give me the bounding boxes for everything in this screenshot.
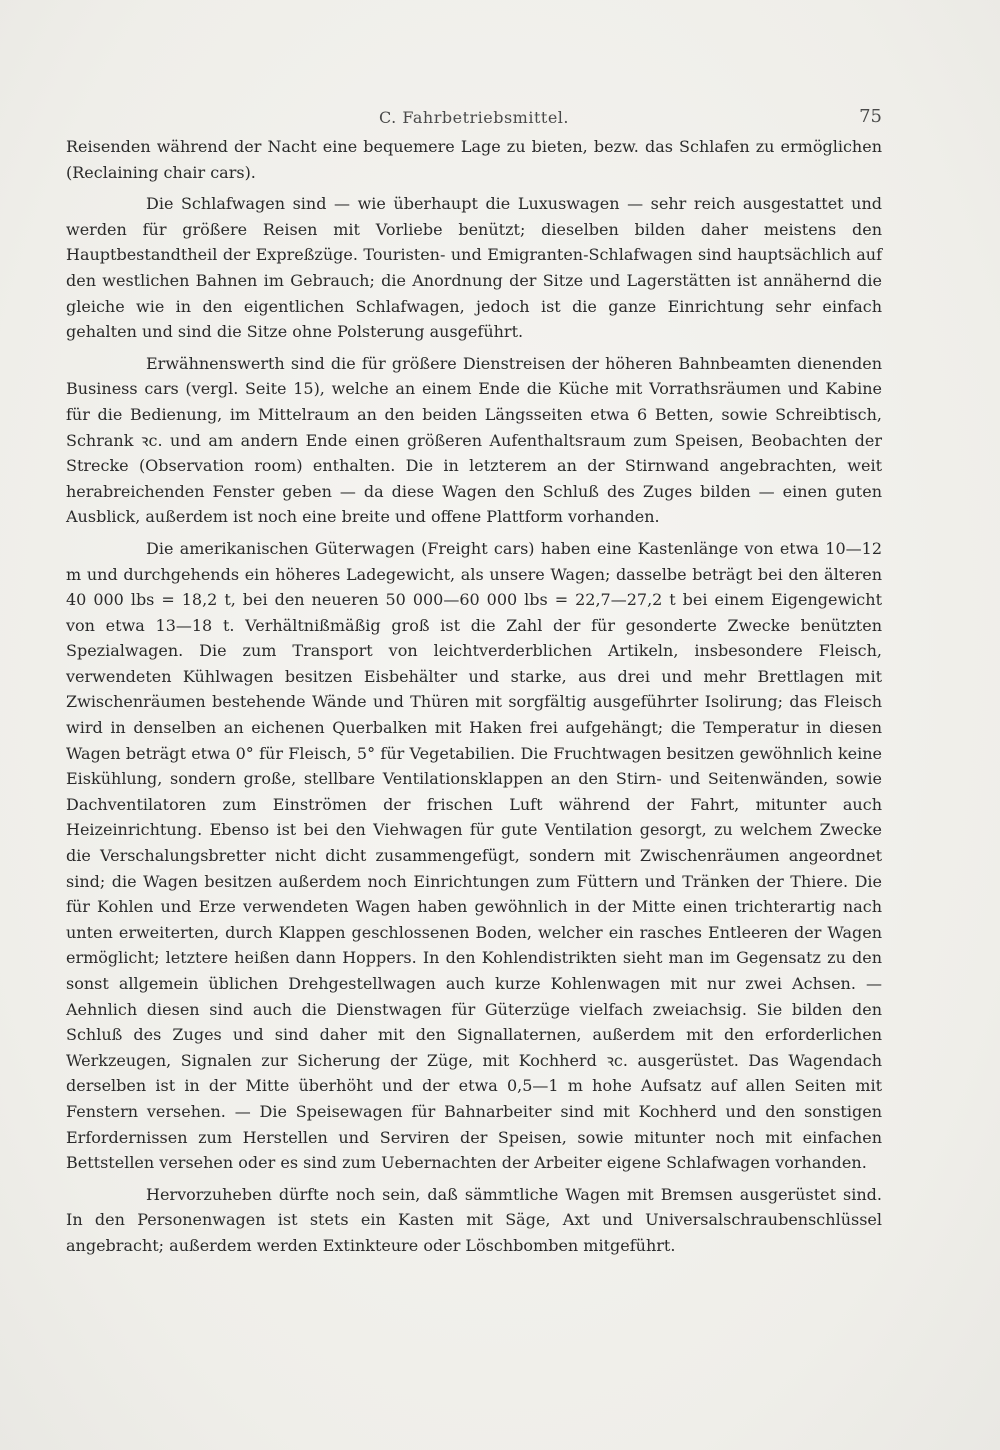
body-text (66, 134, 882, 1259)
paragraph-gueterwagen: Die amerikanischen Güterwagen (Freight cars) haben eine Kastenlänge von etwa 10—12 m und durchgehends ein höheres Ladegewicht, als unsere Wagen; dasselbe beträgt bei den älteren 40 000 lbs = 18,2 t, bei den neueren 50 000—60 000 lbs = 22,7—27,2 t bei einem Eigengewicht von etwa 13—18 t. Verhältnißmäßig groß ist die Zahl der für gesonderte Zwecke benützten Spezialwagen. Die zum Transport von leichtverderblichen Artikeln, insbesondere Fleisch, verwendeten Kühlwagen besitzen Eisbehälter und starke, aus drei und mehr Brettlagen mit Zwischenräumen bestehende Wände und Thüren mit sorgfältig ausgeführter Isolirung; das Fleisch wird in denselben an eichenen Querbalken mit Haken frei aufgehängt; die Temperatur in diesen Wagen beträgt etwa 0° für Fleisch, 5° für Vegetabilien. Die Fruchtwagen besitzen gewöhnlich keine Eiskühlung, sondern große, stellbare Ventilationsklappen an den Stirn- und Seitenwänden, sowie Dachventilatoren zum Einströmen der frischen Luft während der Fahrt, mitunter auch Heizeinrichtung. Ebenso ist bei den Viehwagen für gute Ventilation gesorgt, zu welchem Zwecke die Verschalungsbretter nicht dicht zusammengefügt, sondern mit Zwischenräumen angeordnet sind; die Wagen besitzen außerdem noch Einrichtungen zum Füttern und Tränken der Thiere. Die für Kohlen und Erze verwendeten Wagen haben gewöhnlich in der Mitte einen trichterartig nach unten erweiterten, durch Klappen geschlossenen Boden, welcher ein rasches Entleeren der Wagen ermöglicht; letztere heißen dann Hoppers. In den Kohlendistrikten sieht man im Gegensatz zu den sonst allgemein üblichen Drehgestellwagen auch kurze Kohlenwagen mit nur zwei Achsen. — Aehnlich diesen sind auch die Dienstwagen für Güterzüge vielfach zweiachsig. Sie bilden den Schluß des Zuges und sind daher mit den Signallaternen, außerdem mit den erforderlichen Werkzeugen, Signalen zur Sicherung der Züge, mit Kochherd ꝛc. ausgerüstet. Das Wagendach derselben ist in der Mitte überhöht und der etwa 0,5—1 m hohe Aufsatz auf allen Seiten mit Fenstern versehen. — Die Speisewagen für Bahnarbeiter sind mit Kochherd und den sonstigen Erfordernissen zum Herstellen und Serviren der Speisen, sowie mitunter noch mit einfachen Bettstellen versehen oder es sind zum Uebernachten der Arbeiter eigene Schlafwagen vorhanden. (66, 538, 882, 1173)
page-number: 75 (859, 106, 882, 127)
running-title: C. Fahrbetriebsmittel. (379, 108, 569, 127)
paragraph-business-cars: Erwähnenswerth sind die für größere Dienstreisen der höheren Bahnbeamten dienenden Business cars (vergl. Seite 15), welche an einem Ende die Küche mit Vorrathsräumen und Kabine für die Bedienung, im Mittelraum an den beiden Längsseiten etwa 6 Betten, sowie Schreibtisch, Schrank ꝛc. und am andern Ende einen größeren Aufenthaltsraum zum Speisen, Beobachten der Strecke (Observation room) enthalten. Die in letzterem an der Stirnwand angebrachten, weit herabreichenden Fenster geben — da diese Wagen den Schluß des Zuges bilden — einen guten Ausblick, außerdem ist noch eine breite und offene Plattform vorhanden. (66, 353, 882, 527)
paragraph-schlafwagen: Die Schlafwagen sind — wie überhaupt die Luxuswagen — sehr reich ausgestattet und werden für größere Reisen mit Vorliebe benützt; dieselben bilden daher meistens den Hauptbestandtheil der Expreßzüge. Touristen- und Emigranten-Schlafwagen sind hauptsächlich auf den westlichen Bahnen im Gebrauch; die Anordnung der Sitze und Lagerstätten ist annähernd die gleiche wie in den eigentlichen Schlafwagen, jedoch ist die ganze Einrichtung sehr einfach gehalten und sind die Sitze ohne Polsterung ausgeführt. (66, 194, 882, 342)
paragraph-continuation: Reisenden während der Nacht eine bequemere Lage zu bieten, bezw. das Schlafen zu ermöglichen (Reclaining chair cars). (66, 137, 882, 182)
running-head (66, 100, 882, 134)
paragraph-bremsen: Hervorzuheben dürfte noch sein, daß sämmtliche Wagen mit Bremsen ausgerüstet sind. In den Personenwagen ist stets ein Kasten mit Säge, Axt und Universalschraubenschlüssel angebracht; außerdem werden Extinkteure oder Löschbomben mitgeführt. (66, 1184, 882, 1255)
